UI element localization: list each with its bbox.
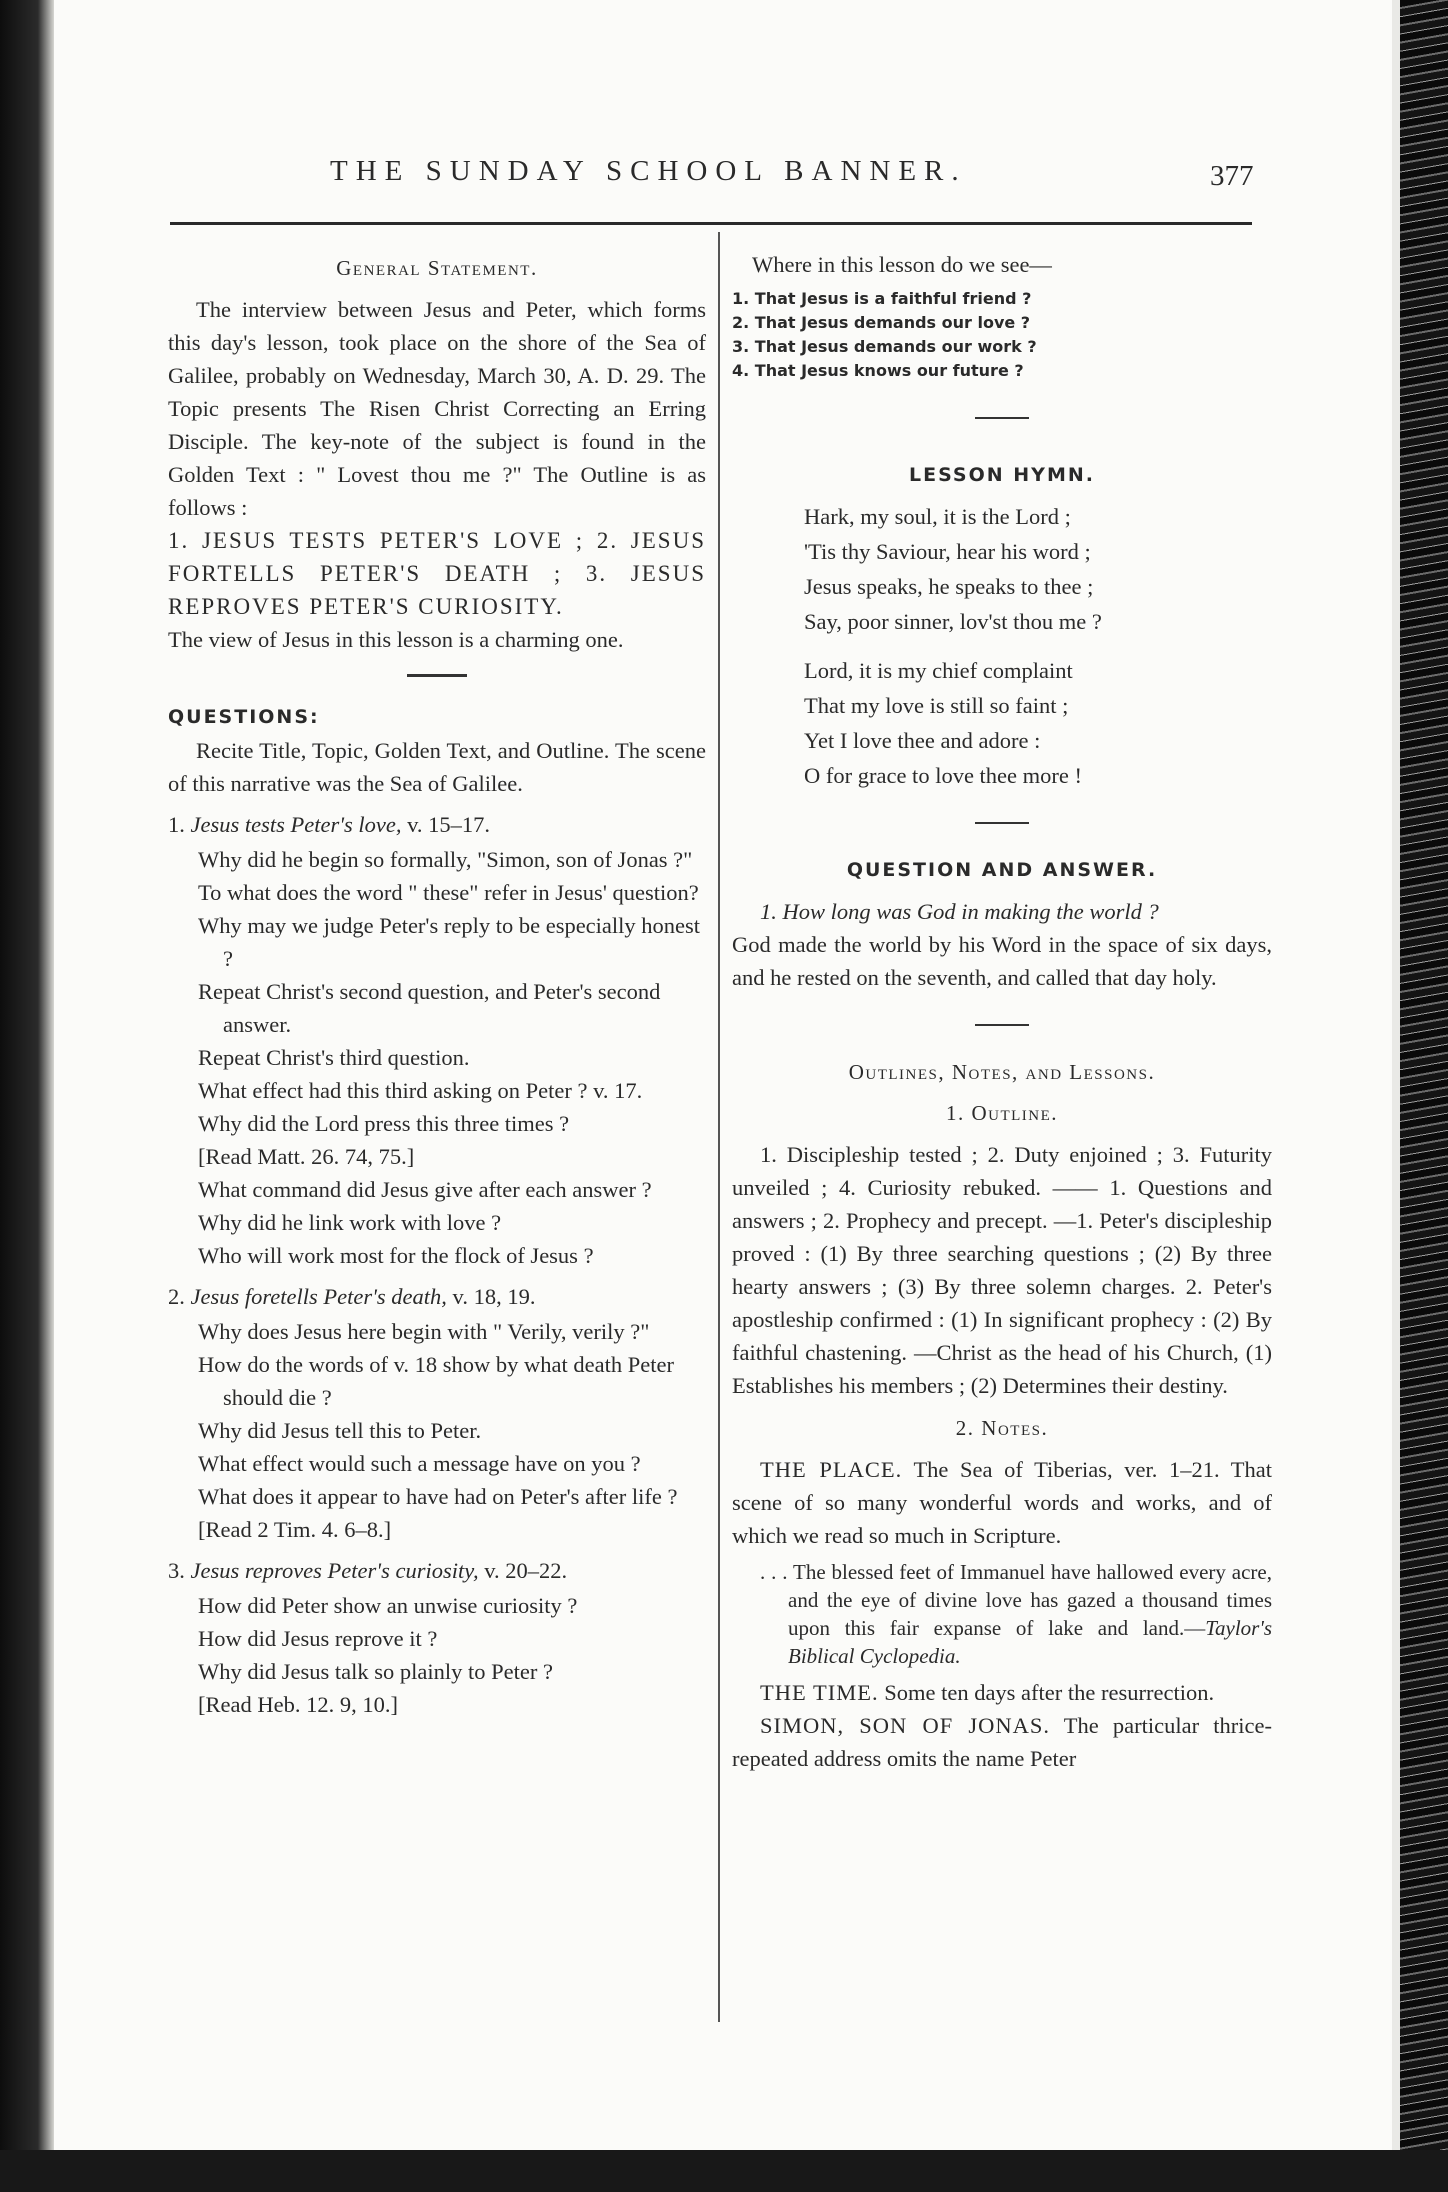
question-item: Why did he begin so formally, "Simon, son of Jonas ?" (198, 847, 693, 872)
quote-source: Taylor's Biblical Cyclopedia. (788, 1616, 1272, 1668)
header-rule (170, 222, 1252, 225)
left-column (168, 248, 706, 1721)
question-item: Why may we judge Peter's reply to be especially honest ? (198, 913, 701, 971)
outline-summary: 1. JESUS TESTS PETER'S LOVE ; 2. JESUS FORTELLS PETER'S DEATH ; 3. JESUS REPROVES PETER'S CURIOSITY. (168, 528, 706, 619)
question-item: What effect had this third asking on Peter ? v. 17. (198, 1078, 643, 1103)
general-statement-heading: General Statement. (336, 256, 538, 280)
time-label: THE TIME. (760, 1680, 879, 1705)
question-item: How did Jesus reprove it ? (198, 1626, 438, 1651)
scripture-reference: [Read 2 Tim. 4. 6–8.] (198, 1517, 392, 1542)
question-section (168, 1554, 706, 1721)
questions-heading: QUESTIONS: (168, 706, 320, 728)
where-item: 4. That Jesus knows our future ? (732, 361, 1024, 380)
section-heading: 1. Jesus tests Peter's love, v. 15–17. (168, 812, 491, 837)
outline-subheading: 1. Outline. (945, 1101, 1059, 1125)
question-section (168, 808, 706, 1272)
question-item: What command did Jesus give after each answer ? (198, 1177, 652, 1202)
section-heading: 2. Jesus foretells Peter's death, v. 18, 19. (168, 1284, 536, 1309)
question-item: What does it appear to have had on Peter's after life ? (198, 1484, 678, 1509)
where-list (732, 287, 1272, 383)
question-item: To what does the word " these" refer in Jesus' question? (198, 880, 699, 905)
marbled-edge (1400, 0, 1448, 2192)
qa-question: 1. How long was God in making the world ? (760, 899, 1159, 924)
column-rule (718, 232, 720, 2022)
divider (975, 1024, 1029, 1026)
place-note: THE PLACE. The Sea of Tiberias, ver. 1–21. That scene of so many wonderful words and works, and of which we read so much in Scripture. (732, 1457, 1273, 1548)
outlines-heading: Outlines, Notes, and Lessons. (848, 1060, 1156, 1084)
general-statement-closing: The view of Jesus in this lesson is a charming one. (168, 627, 624, 652)
general-statement-text: The interview between Jesus and Peter, which forms this day's lesson, took place on the shore of the Sea of Galilee, probably on Wednesday, March 30, A. D. 29. The Topic presents The Risen Christ Correcting an Erring Disciple. The key-note of the subject is found in the Golden Text : " Lovest thou me ?" The Outline is as follows : (168, 297, 706, 520)
divider (975, 417, 1029, 419)
question-section (168, 1280, 706, 1546)
where-item: 3. That Jesus demands our work ? (732, 337, 1037, 356)
running-head: THE SUNDAY SCHOOL BANNER. (330, 155, 967, 187)
hymn-line: 'Tis thy Saviour, hear his word ; (804, 539, 1091, 564)
qa-answer: God made the world by his Word in the space of six days, and he rested on the seventh, and called that day holy. (732, 932, 1272, 990)
book-spine-shadow (0, 0, 54, 2192)
outline-text: 1. Discipleship tested ; 2. Duty enjoined ; 3. Futurity unveiled ; 4. Curiosity rebuked. —— 1. Questions and answers ; 2. Prophecy and precept. —1. Peter's discipleship proved : (1) By three searching questions ; (2) By three hearty answers ; (3) By three solemn charges. 2. Peter's apostleship confirmed : (1) In significant prophecy : (2) By faithful chastening. —Christ as the head of his Church, (1) Establishes his members ; (2) Determines their destiny. (732, 1142, 1272, 1398)
hymn-line: Say, poor sinner, lov'st thou me ? (804, 609, 1102, 634)
hymn-heading: LESSON HYMN. (909, 464, 1095, 486)
where-item: 1. That Jesus is a faithful friend ? (732, 289, 1032, 308)
hymn-line: Hark, my soul, it is the Lord ; (804, 504, 1071, 529)
question-item: How did Peter show an unwise curiosity ? (198, 1593, 578, 1618)
simon-label: SIMON, SON OF JONAS. (760, 1713, 1051, 1738)
right-column (732, 248, 1272, 1775)
simon-note: SIMON, SON OF JONAS. The particular thrice-repeated address omits the name Peter (732, 1713, 1273, 1771)
where-item: 2. That Jesus demands our love ? (732, 313, 1031, 332)
notes-subheading: 2. Notes. (955, 1416, 1049, 1440)
hymn-line: That my love is still so faint ; (804, 693, 1069, 718)
hymn-stanza (804, 654, 1272, 792)
question-item: Why did he link work with love ? (198, 1210, 502, 1235)
place-label: THE PLACE. (760, 1457, 903, 1482)
time-note: THE TIME. Some ten days after the resurrection. (760, 1680, 1215, 1705)
section-heading: 3. Jesus reproves Peter's curiosity, v. 20–22. (168, 1558, 568, 1583)
question-item: Why did the Lord press this three times ? (198, 1111, 570, 1136)
question-item: Why did Jesus talk so plainly to Peter ? (198, 1659, 553, 1684)
hymn-line: Yet I love thee and adore : (804, 728, 1041, 753)
question-item: Repeat Christ's second question, and Peter's second answer. (198, 979, 661, 1037)
question-item: Why does Jesus here begin with " Verily, verily ?" (198, 1319, 650, 1344)
divider (975, 822, 1029, 824)
scan-bottom-border (0, 2150, 1448, 2192)
page-number: 377 (1210, 160, 1254, 192)
hymn-stanza (804, 500, 1272, 638)
question-item: Who will work most for the flock of Jesus ? (198, 1243, 594, 1268)
hymn-line: Lord, it is my chief complaint (804, 658, 1073, 683)
question-item: Repeat Christ's third question. (198, 1045, 470, 1070)
question-item: How do the words of v. 18 show by what death Peter should die ? (198, 1352, 674, 1410)
quotation: . . . The blessed feet of Immanuel have hallowed every acre, and the eye of divine love has gazed a thousand times upon this fair expanse of lake and land.—Taylor's Biblical Cyclopedia. (760, 1560, 1272, 1668)
question-item: What effect would such a message have on you ? (198, 1451, 641, 1476)
divider (407, 674, 467, 677)
hymn-line: O for grace to love thee more ! (804, 763, 1082, 788)
where-intro: Where in this lesson do we see— (752, 252, 1052, 277)
scripture-reference: [Read Heb. 12. 9, 10.] (198, 1692, 398, 1717)
hymn-line: Jesus speaks, he speaks to thee ; (804, 574, 1094, 599)
qa-heading: QUESTION AND ANSWER. (846, 859, 1158, 881)
questions-intro: Recite Title, Topic, Golden Text, and Outline. The scene of this narrative was the Sea of Galilee. (168, 738, 706, 796)
scripture-reference: [Read Matt. 26. 74, 75.] (198, 1144, 415, 1169)
question-item: Why did Jesus tell this to Peter. (198, 1418, 482, 1443)
